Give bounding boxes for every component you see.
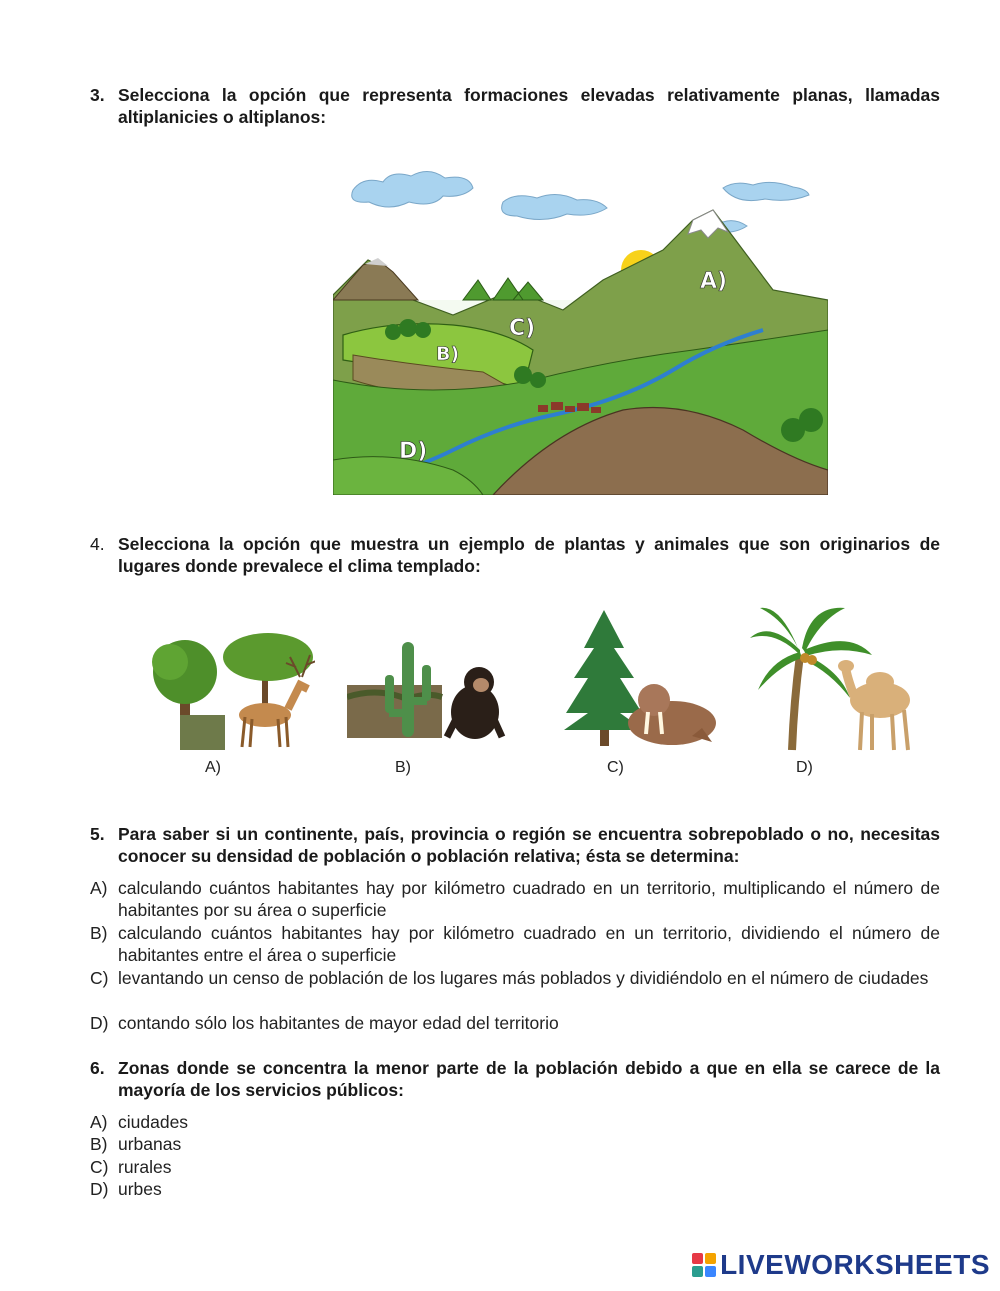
option-letter: C) xyxy=(90,968,109,988)
option-letter: B) xyxy=(90,923,108,943)
landscape-illustration xyxy=(333,160,828,495)
label-c: C) xyxy=(509,316,536,341)
question-6-option-d[interactable] xyxy=(90,1178,940,1200)
option-letter: A) xyxy=(90,878,108,898)
option-letter: D) xyxy=(90,1013,109,1033)
option-text: urbanas xyxy=(118,1134,182,1154)
label-b: B) xyxy=(436,343,460,365)
option-text: contando sólo los habitantes de mayor edad del territorio xyxy=(118,1013,559,1033)
question-6-option-c[interactable] xyxy=(90,1156,940,1178)
question-5-option-a[interactable] xyxy=(90,877,940,921)
option-letter: D) xyxy=(90,1179,109,1199)
question-6-number: 6. xyxy=(90,1058,105,1078)
option-a-label: A) xyxy=(205,759,221,776)
option-text: ciudades xyxy=(118,1112,189,1132)
option-text: calculando cuántos habitantes hay por kilómetro cuadrado en un territorio, multiplicando el número de habitantes por su área o superficie xyxy=(118,878,940,920)
option-text: levantando un censo de población de los lugares más poblados y dividiéndolo en el número de ciudades xyxy=(118,968,929,988)
label-d: D) xyxy=(399,439,428,464)
question-3-number: 3. xyxy=(90,85,105,105)
option-letter: C) xyxy=(90,1157,109,1177)
option-text: calculando cuántos habitantes hay por kilómetro cuadrado en un territorio, dividiendo el número de habitantes entre el área o superficie xyxy=(118,923,940,965)
question-6-option-a[interactable] xyxy=(90,1111,940,1133)
option-c-label: C) xyxy=(607,759,624,776)
label-a: A) xyxy=(700,269,728,294)
brand-tiles-icon xyxy=(692,1253,716,1277)
question-4-number: 4. xyxy=(90,534,105,554)
option-letter: B) xyxy=(90,1134,108,1154)
option-text: urbes xyxy=(118,1179,162,1199)
brand-text: LIVEWORKSHEETS xyxy=(720,1249,990,1280)
option-a-image[interactable] xyxy=(150,627,315,752)
question-4 xyxy=(90,533,940,577)
question-5-text: Para saber si un continente, país, provincia o región se encuentra sobrepoblado o no, necesitas conocer su densidad de población o población relativa; ésta se determina: xyxy=(118,824,940,866)
question-5-number: 5. xyxy=(90,824,105,844)
option-d-image[interactable] xyxy=(750,600,922,755)
brand-logo xyxy=(692,1249,990,1281)
question-6-text: Zonas donde se concentra la menor parte de la población debido a que en ella se carece de la mayoría de los servicios públicos: xyxy=(118,1058,940,1100)
option-text: rurales xyxy=(118,1157,172,1177)
question-3-text: Selecciona la opción que representa formaciones elevadas relativamente planas, llamadas altiplanicies o altiplanos: xyxy=(118,85,940,127)
question-5 xyxy=(90,823,940,867)
option-b-image[interactable] xyxy=(347,637,507,742)
question-5-option-d[interactable] xyxy=(90,1012,940,1034)
question-6 xyxy=(90,1057,940,1101)
question-4-text: Selecciona la opción que muestra un ejemplo de plantas y animales que son originarios de lugares donde prevalece el clima templado: xyxy=(118,534,940,576)
question-3 xyxy=(90,84,940,128)
question-5-option-c[interactable] xyxy=(90,967,940,989)
option-d-label: D) xyxy=(796,759,813,776)
option-letter: A) xyxy=(90,1112,108,1132)
question-6-option-b[interactable] xyxy=(90,1133,940,1155)
question-5-option-b[interactable] xyxy=(90,922,940,966)
option-b-label: B) xyxy=(395,759,411,776)
option-c-image[interactable] xyxy=(562,608,720,750)
